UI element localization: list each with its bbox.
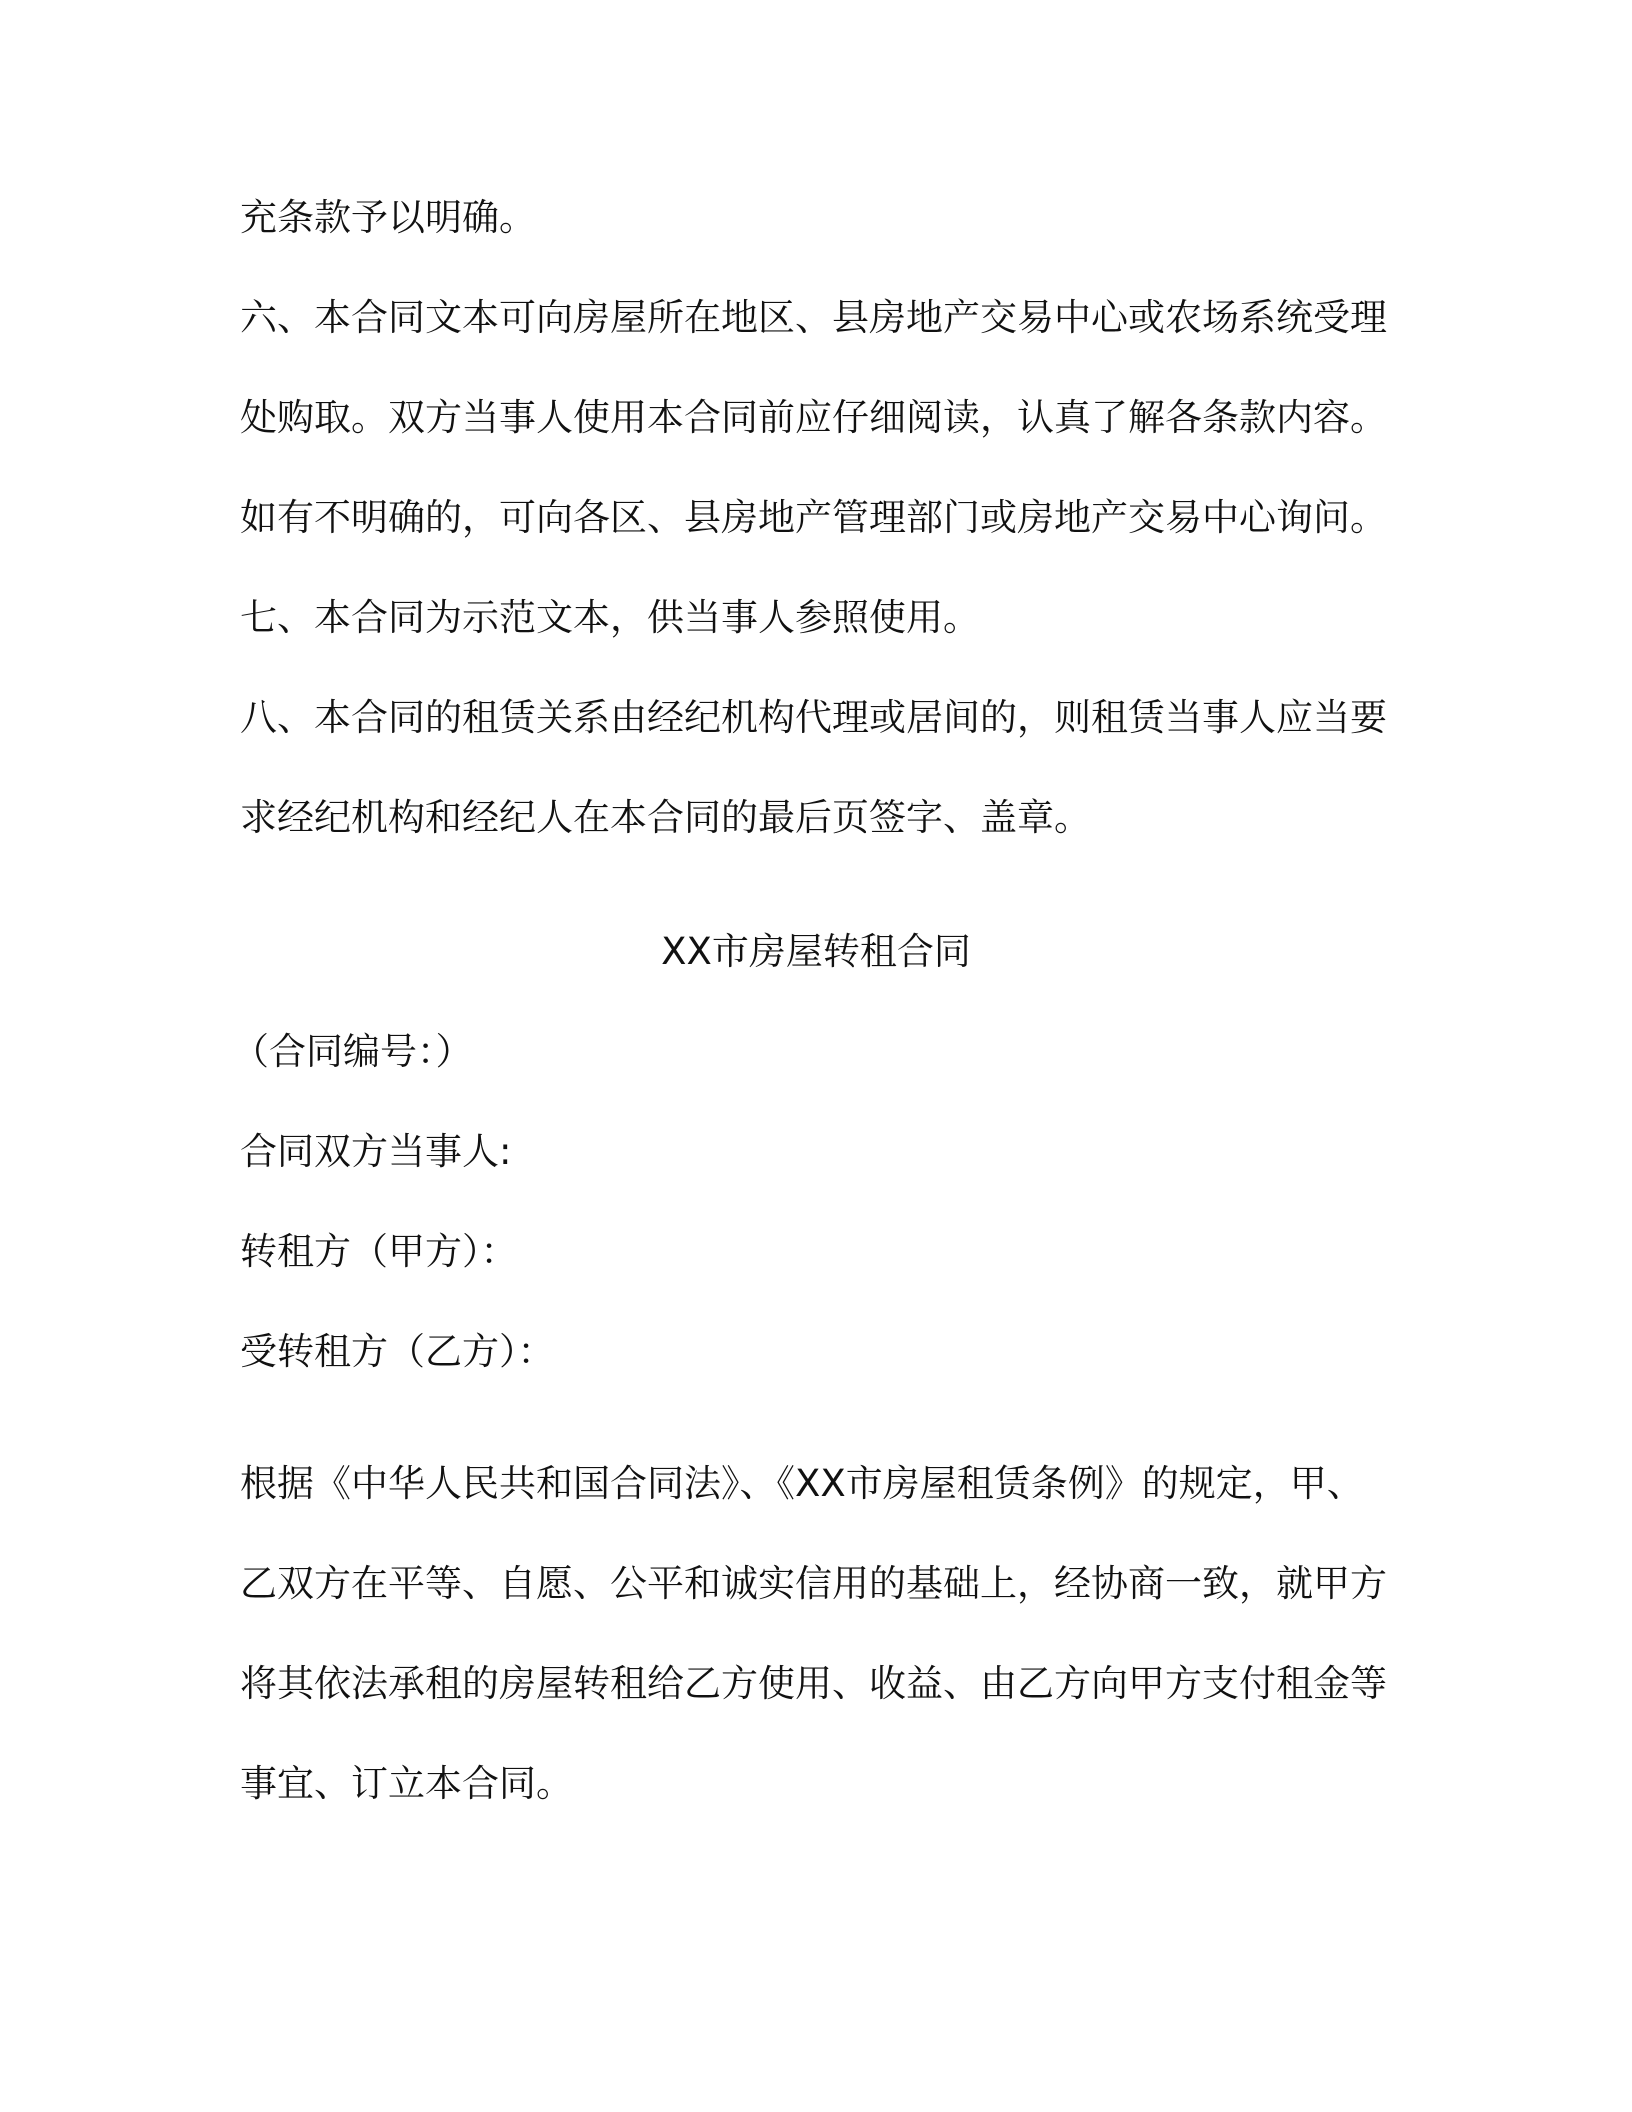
contract-number: （合同编号：）: [232, 1030, 473, 1073]
preamble-line: 根据《中华人民共和国合同法》、《XX市房屋租赁条例》的规定，甲、: [240, 1462, 1364, 1505]
paragraph-line: 六、本合同文本可向房屋所在地区、县房地产交易中心或农场系统受理: [240, 296, 1387, 339]
paragraph-line: 八、本合同的租赁关系由经纪机构代理或居间的，则租赁当事人应当要: [240, 696, 1387, 739]
parties-heading: 合同双方当事人:: [240, 1130, 512, 1173]
paragraph-line: 七、本合同为示范文本，供当事人参照使用。: [240, 596, 980, 639]
party-a-line: 转租方（甲方）：: [240, 1230, 518, 1273]
preamble-line: 乙双方在平等、自愿、公平和诚实信用的基础上，经协商一致，就甲方: [240, 1562, 1387, 1605]
preamble-line: 事宜、订立本合同。: [240, 1762, 573, 1805]
preamble-line: 将其依法承租的房屋转租给乙方使用、收益、由乙方向甲方支付租金等: [240, 1662, 1387, 1705]
paragraph-line: 充条款予以明确。: [240, 196, 536, 239]
paragraph-line: 处购取。双方当事人使用本合同前应仔细阅读，认真了解各条款内容。: [240, 396, 1387, 439]
paragraph-line: 求经纪机构和经纪人在本合同的最后页签字、盖章。: [240, 796, 1091, 839]
party-b-line: 受转租方（乙方）：: [240, 1330, 555, 1373]
paragraph-line: 如有不明确的，可向各区、县房地产管理部门或房地产交易中心询问。: [240, 496, 1387, 539]
contract-title: XX市房屋转租合同: [661, 930, 971, 973]
